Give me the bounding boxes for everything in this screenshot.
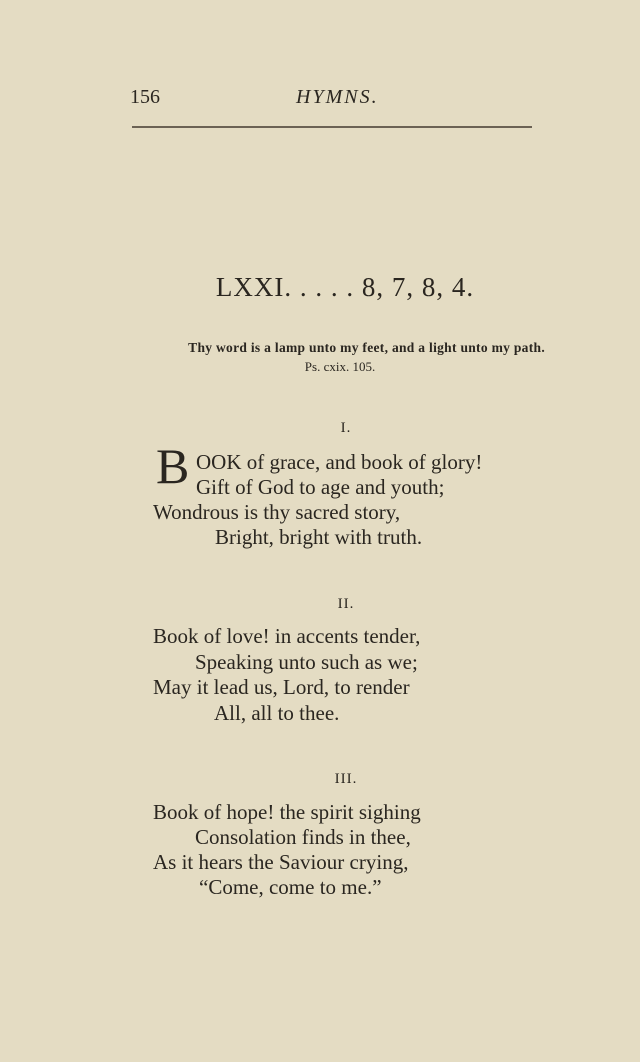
verse-line: Wondrous is thy sacred story, <box>153 500 401 524</box>
verse-line: “Come, come to me.” <box>199 875 382 899</box>
verse-line: Gift of God to age and youth; <box>196 475 445 499</box>
verse-line: Speaking unto such as we; <box>195 650 418 674</box>
verse-line: May it lead us, Lord, to render <box>153 675 410 699</box>
verse-line: Bright, bright with truth. <box>215 525 423 549</box>
verse-line: As it hears the Saviour crying, <box>153 850 409 874</box>
stanza-number: II. <box>337 596 355 612</box>
verse-line: Book of hope! the spirit sighing <box>153 800 421 824</box>
hymn-title: LXXI. . . . . 8, 7, 8, 4. <box>215 272 475 302</box>
verse-line: All, all to thee. <box>214 701 340 725</box>
running-head: HYMNS. <box>296 86 379 108</box>
verse-line: Book of love! in accents tender, <box>153 624 421 648</box>
stanza-number: I. <box>340 420 352 436</box>
scripture-citation: Ps. cxix. 105. <box>304 359 376 374</box>
header-rule <box>132 126 532 128</box>
verse-line: OOK of grace, and book of glory! <box>196 450 483 474</box>
epigraph: Thy word is a lamp unto my feet, and a light unto my path. <box>188 340 545 355</box>
drop-cap: B <box>156 438 190 494</box>
stanza-number: III. <box>334 771 358 787</box>
page-number: 156 <box>130 86 160 108</box>
verse-line: Consolation finds in thee, <box>195 825 411 849</box>
